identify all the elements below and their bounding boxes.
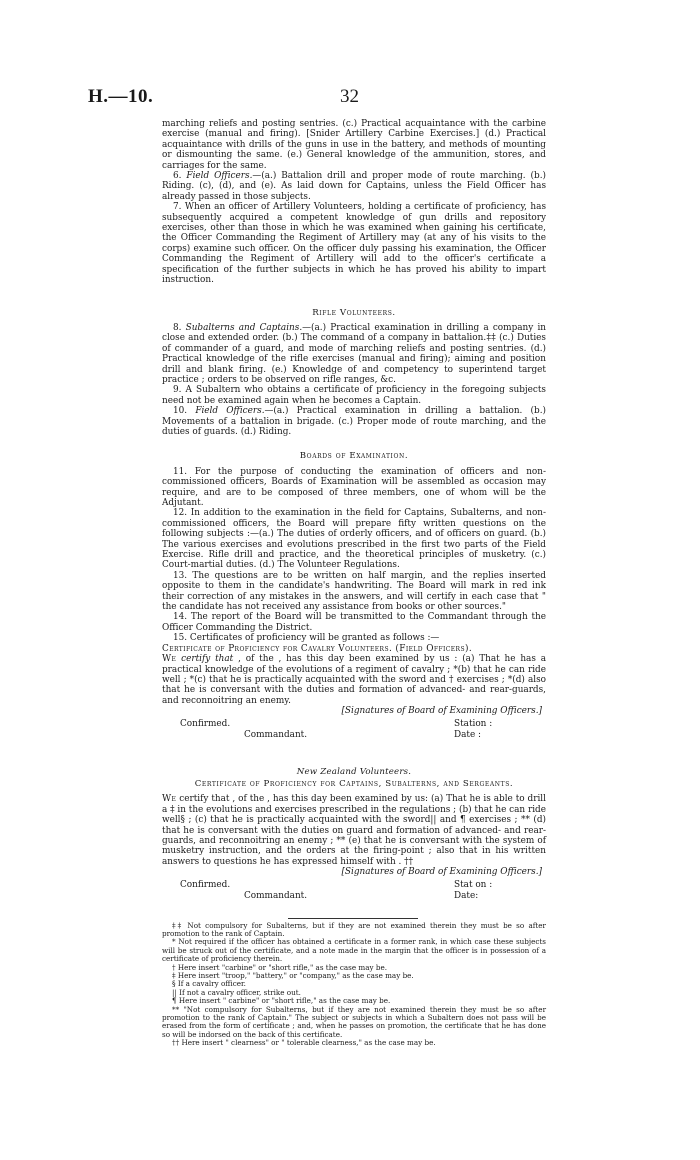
officers-date-label: Date: — [454, 890, 479, 901]
cavalry-date-label: Date : — [454, 729, 482, 740]
paragraph-11: 11. For the purpose of conducting the examination of officers and non-commissioned officers, Boards of Examination will be assembled as occasion may require, and are to be composed of three members, one of whom will be the Adjutant. — [162, 466, 546, 508]
paragraph-8-number: 8. — [173, 322, 186, 333]
footnote-double-asterisk: ** "Not compulsory for Subalterns, but if they are not examined therein they must be so after promotion to the rank of Captain." The subject or subjects in which a Subaltern does not pass will be erased from the form of certificate ; and, when he passes on promotion, the certificate that he has done so will be indorsed on the back of this certificate. — [162, 1004, 546, 1039]
officers-certificate-text: certify that , of the , has this day been examined by us: (a) That he is able to drill a ‡ in the evolutions and exercises prescribed in the regulations ; (b) that he can ride well§ ; (c) that he is practically acquainted with the sword|| and ¶ exercises ; ** (d) that he is conversant with the duties on guard and formation of advanced- and rear-guards, and reconnoitring an enemy ; ** (e) that he is conversant with the system of musketry instruction, and the orders at the firing-point ; also that in his written answers to questions he has expressed himself with . †† — [162, 794, 546, 867]
paragraph-12: 12. In addition to the examination in the field for Captains, Subalterns, and non-commissioned officers, the Board will prepare fifty written questions on the following subjects :—(a.) The duties of orderly officers, and of officers on guard. (b.) The various exercises and evolutions prescribed in the first two parts of the Field Exercise. Rifle drill and practice, and the theoretical principles of musketry. (c.) Court-martial duties. (d.) The Volunteer Regulations. — [162, 508, 546, 571]
officers-certificate-we: We — [162, 794, 177, 805]
paragraph-10 — [162, 406, 546, 437]
officers-confirmed-label: Confirmed. — [180, 879, 231, 890]
officers-certificate-body — [162, 794, 546, 867]
footnote-divider — [288, 918, 418, 919]
paragraph-15: 15. Certificates of proficiency will be granted as follows :— — [173, 633, 440, 644]
paragraph-8-text: —(a.) Practical examination in drilling a company in close and extended order. (b.) The command of a company in battalion.‡‡ (c.) Duties of commander of a guard, and mode of marching reliefs and posting sentries. (d.) Practical knowledge of the rifle exercises (manual and firing); aiming and position drill and blank firing. (e.) Knowledge of and competency to superintend target practice ; orders to be observed on rifle ranges, &c. — [162, 322, 546, 385]
footnote-parallel: || If not a cavalry officer, strike out. — [172, 987, 301, 997]
paragraph-8-label: Subalterns and Captains. — [185, 322, 303, 333]
paragraph-7: 7. When an officer of Artillery Volunteers, holding a certificate of proficiency, has subsequently acquired a competent knowledge of gun drills and repository exercises, other than those in which he was examined when gaining his certificate, the Officer Commanding the Regiment of Artillery may (at any of his visits to the corps) examine such officer. On the officer duly passing his examination, the Officer Commanding the Regiment of Artillery will add to the officer's certificate a specification of the further subjects in which he has proved his ability to impart instruction. — [162, 202, 546, 286]
officers-certificate-signatures: [Signatures of Board of Examining Officers.] — [341, 867, 542, 878]
section-heading-rifle-volunteers: Rifle Volunteers. — [312, 307, 396, 318]
paragraph-6 — [162, 171, 546, 202]
cavalry-certificate-body — [162, 654, 546, 706]
paragraph-9: 9. A Subaltern who obtains a certificate of proficiency in the foregoing subjects need not be examined again when he becomes a Captain. — [162, 385, 546, 406]
cavalry-certificate-heading: Certificate of Proficiency for Cavalry Volunteers. — [162, 643, 393, 654]
cavalry-certificate-title — [162, 644, 546, 654]
footnote-pilcrow: ¶ Here insert " carbine" or "short rifle," as the case may be. — [172, 996, 391, 1006]
document-reference: H.—10. — [88, 86, 154, 107]
paragraph-6-label: Field Officers. — [186, 171, 253, 182]
paragraph-10-number: 10. — [173, 406, 196, 417]
paragraph-13: 13. The questions are to be written on half margin, and the replies inserted opposite to them in the candidate's handwriting. The Board will mark in red ink their correction of any mistakes in the answers, and will certify in each case that " the candidate has not received any assistance from books or other sources." — [162, 570, 546, 613]
paragraph-14: 14. The report of the Board will be transmitted to the Commandant through the Officer Commanding the District. — [162, 612, 546, 633]
footnote-double-dagger: ‡ Here insert "troop," "battery," or "company," as the case may be. — [172, 971, 414, 981]
officers-commandant-label: Commandant. — [244, 890, 308, 901]
page-number: 32 — [340, 86, 359, 107]
footnote-section: § If a cavalry officer. — [172, 979, 246, 989]
paragraph-10-text: —(a.) Practical examination in drilling a battalion. (b.) Movements of a battalion in brigade. (c.) Proper mode of route marching, and the duties of guards. (d.) Riding. — [162, 406, 546, 437]
footnote-double-dagger-pair: †† Here insert " clearness" or " tolerable clearness," as the case may be. — [172, 1038, 436, 1048]
paragraph-8 — [162, 323, 546, 385]
section-heading-new-zealand-volunteers: New Zealand Volunteers. — [296, 766, 412, 777]
cavalry-certificate-we: We — [162, 654, 177, 665]
footnotes — [162, 922, 546, 1048]
officers-station-label: Stat on : — [454, 879, 493, 890]
paragraph-10-label: Field Officers. — [195, 406, 265, 417]
cavalry-station-label: Station : — [454, 718, 493, 729]
cavalry-certificate-signature-block — [162, 717, 546, 753]
paragraph-continued: marching reliefs and posting sentries. (c.) Practical acquaintance with the carbine exercise (manual and firing). [Snider Artillery Carbine Exercises.] (d.) Practical acquaintance with drills of the guns in use in the battery, and methods of mounting or dismounting the same. (e.) General knowledge of the ammunition, stores, and carriages for the same. — [162, 119, 546, 171]
page-body — [162, 119, 546, 1048]
paragraph-6-text: —(a.) Battalion drill and proper mode of route marching. (b.) Riding. (c), (d), and (e). As laid down for Captains, unless the Field Officer has already passed in those subjects. — [162, 171, 546, 202]
footnote-double-double-dagger: ‡‡ Not compulsory for Subalterns, but if they are not examined therein they must be so after promotion to the rank of Captain. — [162, 920, 546, 938]
officers-certificate-title: Certificate of Proficiency for Captains, Subalterns, and Sergeants. — [194, 778, 514, 789]
officers-certificate-signature-block — [162, 878, 546, 914]
footnote-asterisk: * Not required if the officer has obtained a certificate in a former rank, in which case these subjects will be struck out of the certificate, and a note made in the margin that the officer is in possession of a certificate of proficiency therein. — [162, 937, 546, 964]
cavalry-certificate-subheading: (Field Officers). — [392, 643, 473, 654]
footnote-dagger: † Here insert "carbine" or "short rifle," as the case may be. — [172, 962, 387, 972]
section-heading-boards-of-examination: Boards of Examination. — [299, 451, 409, 462]
cavalry-commandant-label: Commandant. — [244, 729, 308, 740]
cavalry-certificate-text: , of the , has this day been examined by us : (a) That he has a practical knowledge of the evolutions of a regiment of cavalry ; *(b) that he can ride well ; *(c) that he is practically acquainted with the sword and † exercises ; *(d) also that he is conversant with the duties and formation of advanced- and rear-guards, and reconnoitring an enemy. — [162, 654, 547, 706]
cavalry-certificate-certify: certify that — [176, 654, 234, 665]
cavalry-certificate-signatures: [Signatures of Board of Examining Officers.] — [341, 706, 542, 717]
cavalry-confirmed-label: Confirmed. — [180, 718, 231, 729]
paragraph-6-number: 6. — [173, 171, 187, 182]
